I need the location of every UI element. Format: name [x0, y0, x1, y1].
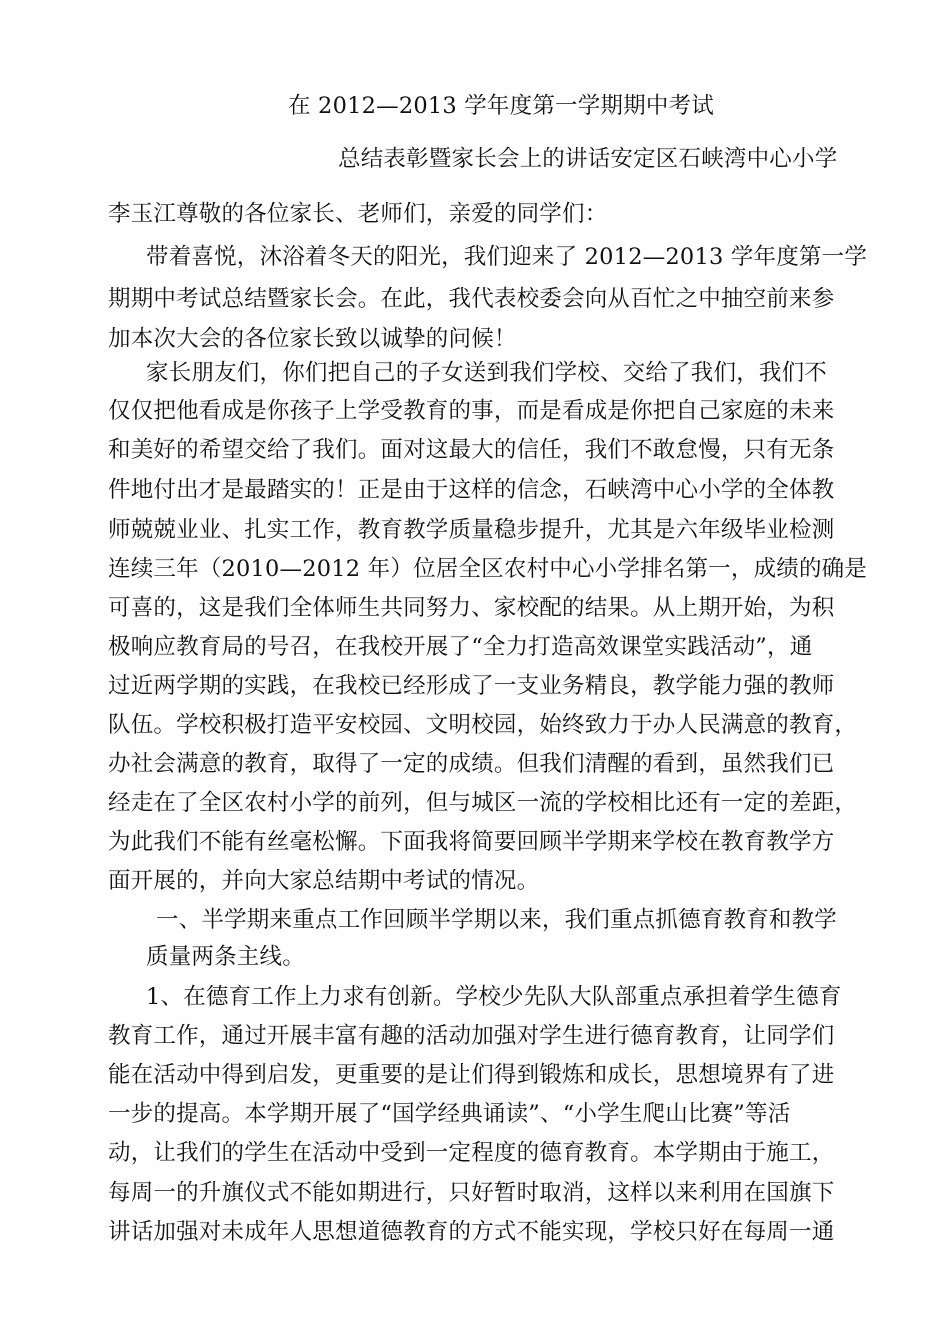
body-line: 队伍。学校积极打造平安校园、文明校园，始终致力于办人民满意的教育，: [108, 712, 858, 738]
body-line: 可喜的，这是我们全体师生共同努力、家校配的结果。从上期开始，为积: [108, 595, 835, 621]
body-line: 李玉江尊敬的各位家长、老师们，亲爱的同学们：: [108, 201, 608, 227]
body-line: 仅仅把他看成是你孩子上学受教育的事，而是看成是你把自己家庭的未来: [108, 398, 835, 424]
body-line: 家长朋友们，你们把自己的子女送到我们学校、交给了我们，我们不: [146, 360, 828, 386]
body-line: 带着喜悦，沐浴着冬天的阳光，我们迎来了 2012—2013 学年度第一学: [146, 244, 868, 270]
body-line: 教育工作，通过开展丰富有趣的活动加强对学生进行德育教育，让同学们: [108, 1023, 835, 1049]
body-line: 讲话加强对未成年人思想道德教育的方式不能实现，学校只好在每周一通: [108, 1219, 835, 1245]
body-line: 一步的提高。本学期开展了“国学经典诵读”、“小学生爬山比赛”等活: [108, 1101, 791, 1127]
body-line: 和美好的希望交给了我们。面对这最大的信任，我们不敢怠慢，只有无条: [108, 437, 835, 463]
body-line: 经走在了全区农村小学的前列，但与城区一流的学校相比还有一定的差距，: [108, 790, 858, 816]
body-line: 过近两学期的实践，在我校已经形成了一支业务精良，教学能力强的教师: [108, 673, 835, 699]
body-line: 办社会满意的教育，取得了一定的成绩。但我们清醒的看到，虽然我们已: [108, 751, 835, 777]
body-line: 质量两条主线。: [146, 944, 305, 970]
body-line: 连续三年（2010—2012 年）位居全区农村中心小学排名第一，成绩的确是: [108, 556, 868, 582]
body-line: 加本次大会的各位家长致以诚挚的问候！: [108, 326, 517, 352]
body-line: 期期中考试总结暨家长会。在此，我代表校委会向从百忙之中抽空前来参: [108, 286, 835, 312]
document-title-line-2: 总结表彰暨家长会上的讲话安定区石峡湾中心小学: [338, 146, 838, 172]
document-title-line-1: 在 2012—2013 学年度第一学期期中考试: [288, 93, 714, 119]
body-line: 极响应教育局的号召，在我校开展了“全力打造高效课堂实践活动”，通: [108, 634, 813, 660]
body-line: 动，让我们的学生在活动中受到一定程度的德育教育。本学期由于施工，: [108, 1140, 835, 1166]
body-line: 件地付出才是最踏实的！正是由于这样的信念，石峡湾中心小学的全体教: [108, 477, 835, 503]
body-line: 为此我们不能有丝毫松懈。下面我将简要回顾半学期来学校在教育教学方: [108, 829, 835, 855]
body-line: 1、在德育工作上力求有创新。学校少先队大队部重点承担着学生德育: [146, 984, 842, 1010]
body-line: 能在活动中得到启发，更重要的是让们得到锻炼和成长，思想境界有了进: [108, 1062, 835, 1088]
body-line: 每周一的升旗仪式不能如期进行，只好暂时取消，这样以来利用在国旗下: [108, 1180, 835, 1206]
body-line: 面开展的，并向大家总结期中考试的情况。: [108, 868, 540, 894]
body-line: 一、半学期来重点工作回顾半学期以来，我们重点抓德育教育和教学: [156, 907, 838, 933]
body-line: 师兢兢业业、扎实工作，教育教学质量稳步提升，尤其是六年级毕业检测: [108, 517, 835, 543]
